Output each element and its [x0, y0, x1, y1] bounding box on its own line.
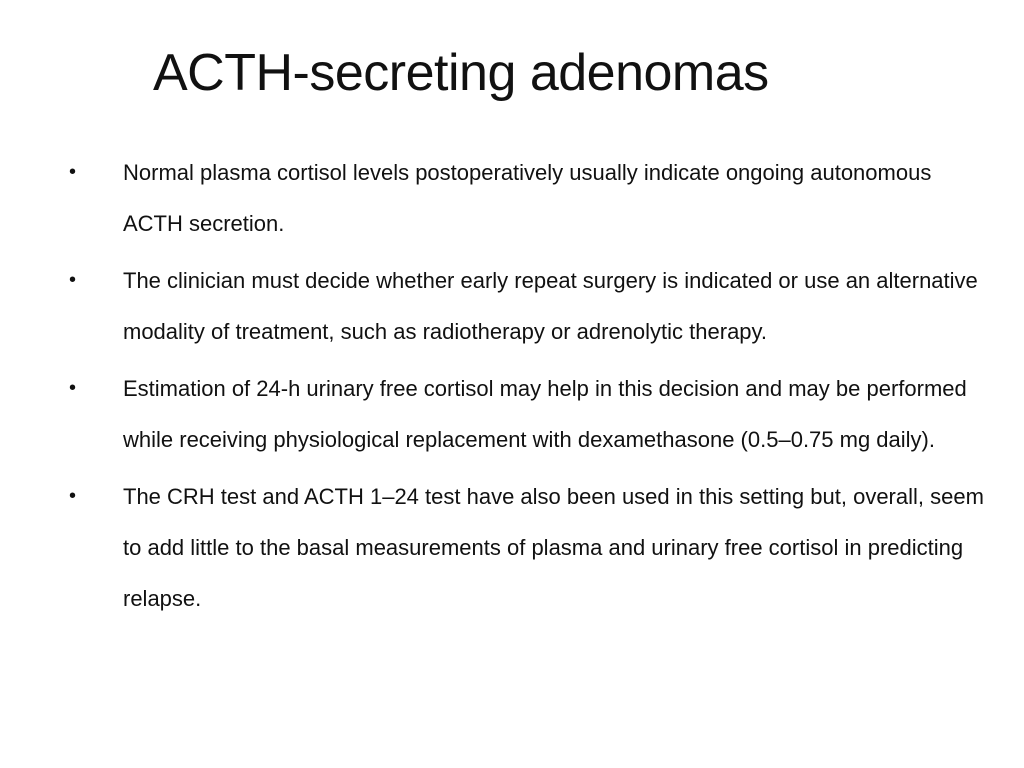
bullet-item-4 [0, 471, 1024, 624]
bullet-text: The CRH test and ACTH 1–24 test have also been used in this setting but, overall, seem to add little to the basal measurements of plasma and urinary free cortisol in predicting relapse. [123, 484, 984, 611]
slide-title: ACTH-secreting adenomas [153, 44, 769, 102]
bullet-marker: • [69, 377, 77, 399]
bullet-item-3 [0, 363, 1024, 465]
bullet-text: Normal plasma cortisol levels postoperatively usually indicate ongoing autonomous ACTH secretion. [123, 160, 932, 236]
bullet-marker: • [69, 269, 77, 291]
bullet-text: Estimation of 24-h urinary free cortisol may help in this decision and may be performed while receiving physiological replacement with dexamethasone (0.5–0.75 mg daily). [123, 376, 967, 452]
bullet-text: The clinician must decide whether early repeat surgery is indicated or use an alternative modality of treatment, such as radiotherapy or adrenolytic therapy. [123, 268, 978, 344]
bullet-marker: • [69, 485, 77, 507]
bullet-item-2 [0, 255, 1024, 357]
bullet-list [0, 147, 1024, 630]
bullet-item-1 [0, 147, 1024, 249]
bullet-marker: • [69, 161, 77, 183]
